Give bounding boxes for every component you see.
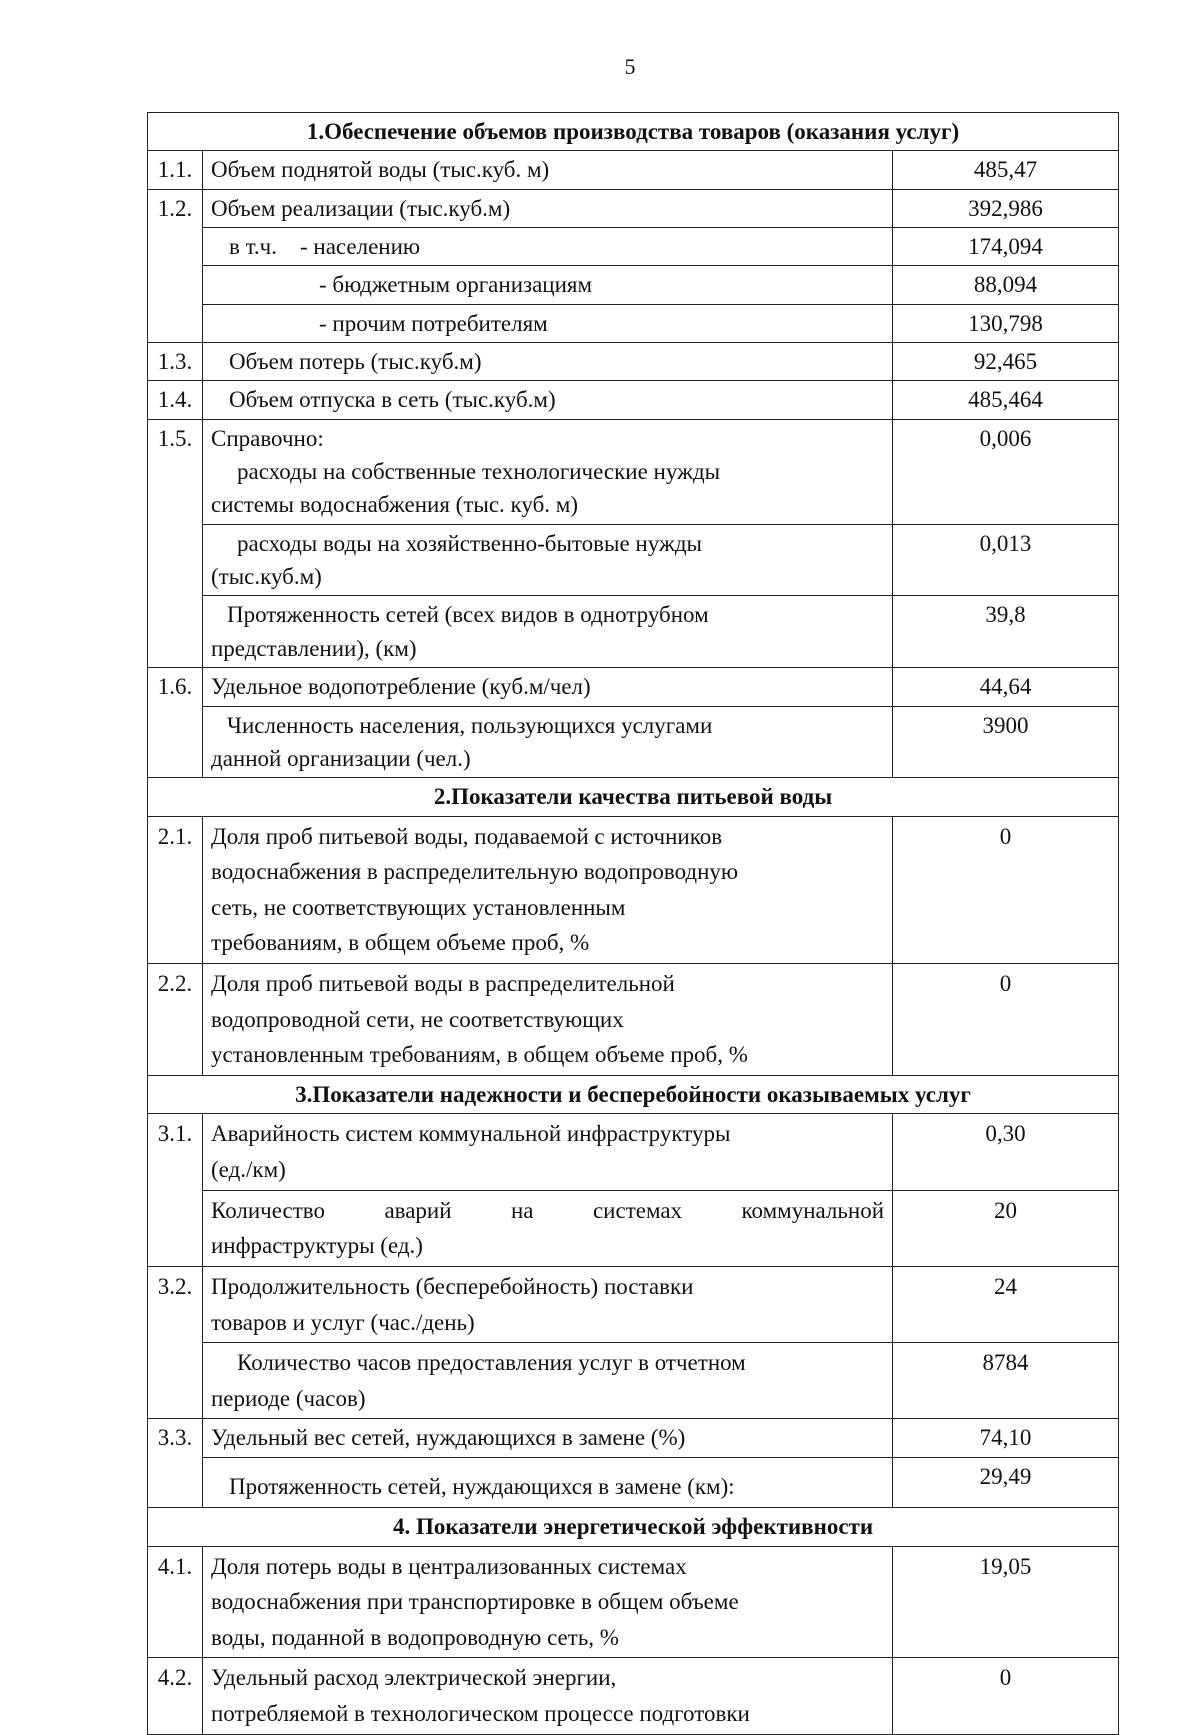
- row-label: в т.ч. - населению: [203, 228, 893, 266]
- row-value: 130,798: [893, 304, 1119, 342]
- label-line: системы водоснабжения (тыс. куб. м): [211, 492, 578, 518]
- row-number: 1.6.: [148, 668, 203, 778]
- row-value: 0,006: [893, 419, 1119, 524]
- label-line: водоснабжения при транспортировке в общем объеме: [211, 1589, 739, 1615]
- row-number: 2.2.: [148, 964, 203, 1076]
- label-line: периоде (часов): [211, 1385, 366, 1411]
- table-row: [148, 266, 1119, 304]
- row-label: - бюджетным организациям: [203, 266, 893, 304]
- section-title: 2.Показатели качества питьевой воды: [148, 778, 1119, 816]
- row-number: 3.3.: [148, 1419, 203, 1508]
- label-line: Доля потерь воды в централизованных системах: [211, 1553, 687, 1579]
- label-line: инфраструктуры (ед.): [211, 1233, 423, 1259]
- table-row: [148, 1419, 1119, 1457]
- row-label: [203, 524, 893, 596]
- table-row: [148, 228, 1119, 266]
- section-header-3: [148, 1076, 1119, 1114]
- row-label: Объем отпуска в сеть (тыс.куб.м): [203, 381, 893, 419]
- row-label: Объем реализации (тыс.куб.м): [203, 189, 893, 227]
- row-value: 24: [893, 1266, 1119, 1342]
- label-line: воды, поданной в водопроводную сеть, %: [211, 1624, 619, 1650]
- row-number: 3.2.: [148, 1266, 203, 1419]
- row-label: [203, 419, 893, 524]
- row-value: 20: [893, 1190, 1119, 1266]
- label-line: данной организации (чел.): [211, 745, 471, 771]
- row-value: 174,094: [893, 228, 1119, 266]
- row-value: 19,05: [893, 1546, 1119, 1658]
- row-number: 4.2.: [148, 1658, 203, 1734]
- row-number: 1.5.: [148, 419, 203, 667]
- label-line: (ед./км): [211, 1157, 286, 1182]
- table-row: [148, 668, 1119, 706]
- row-label: Протяженность сетей, нуждающихся в замене (км):: [203, 1457, 893, 1507]
- row-value: 0,30: [893, 1114, 1119, 1190]
- table-row: [148, 419, 1119, 524]
- section-header-4: [148, 1508, 1119, 1546]
- row-value: 88,094: [893, 266, 1119, 304]
- label-line: Доля проб питьевой воды, подаваемой с источников: [211, 823, 723, 849]
- row-label: [203, 1546, 893, 1658]
- row-value: 39,8: [893, 596, 1119, 668]
- row-label: [203, 596, 893, 668]
- label-line: Справочно:: [211, 425, 324, 451]
- row-number: 4.1.: [148, 1546, 203, 1658]
- label-line: Численность населения, пользующихся услугами: [227, 712, 713, 738]
- section-title: 1.Обеспечение объемов производства товаров (оказания услуг): [148, 113, 1119, 151]
- label-line: Продолжительность (бесперебойность) поставки: [211, 1273, 694, 1299]
- row-value: 92,465: [893, 343, 1119, 381]
- row-value: 29,49: [893, 1457, 1119, 1507]
- row-value: 392,986: [893, 189, 1119, 227]
- table-row: [148, 151, 1119, 189]
- table-row: [148, 1266, 1119, 1342]
- label-line: водоснабжения в распределительную водопроводную: [211, 859, 739, 885]
- table-row: [148, 1546, 1119, 1658]
- row-value: 0: [893, 816, 1119, 964]
- table-row: [148, 816, 1119, 964]
- row-value: 74,10: [893, 1419, 1119, 1457]
- table-row: [148, 304, 1119, 342]
- row-label: [203, 1343, 893, 1419]
- row-number: 1.3.: [148, 343, 203, 381]
- table-row: [148, 189, 1119, 227]
- table-row: [148, 964, 1119, 1076]
- row-number: 3.1.: [148, 1114, 203, 1267]
- label-line: водопроводной сети, не соответствующих: [211, 1006, 624, 1032]
- row-number: 1.1.: [148, 151, 203, 189]
- label-line: Удельный расход электрической энергии,: [211, 1665, 617, 1691]
- table-row: [148, 524, 1119, 596]
- row-number: 2.1.: [148, 816, 203, 964]
- row-value: 0: [893, 1658, 1119, 1734]
- row-label: [203, 1190, 893, 1266]
- label-line: Количество аварий на системах коммунальной: [211, 1197, 884, 1223]
- table-row: [148, 596, 1119, 668]
- row-label: Удельное водопотребление (куб.м/чел): [203, 668, 893, 706]
- row-value: 485,47: [893, 151, 1119, 189]
- table-row: [148, 1190, 1119, 1266]
- section-header-2: [148, 778, 1119, 816]
- label-line: Доля проб питьевой воды в распределительной: [211, 971, 675, 997]
- section-title: 3.Показатели надежности и бесперебойности оказываемых услуг: [148, 1076, 1119, 1114]
- row-number: 1.4.: [148, 381, 203, 419]
- page-number: 5: [624, 54, 636, 79]
- label-line: Количество часов предоставления услуг в отчетном: [237, 1350, 746, 1376]
- row-label: [203, 816, 893, 964]
- label-line: требованиям, в общем объеме проб, %: [211, 930, 590, 956]
- row-value: 8784: [893, 1343, 1119, 1419]
- label-line: потребляемой в технологическом процессе подготовки: [211, 1701, 750, 1727]
- table-row: [148, 381, 1119, 419]
- row-number: 1.2.: [148, 189, 203, 342]
- row-label: [203, 1266, 893, 1342]
- label-line: представлении), (км): [211, 635, 417, 661]
- label-line: (тыс.куб.м): [211, 564, 322, 590]
- label-line: сеть, не соответствующих установленным: [211, 894, 626, 920]
- table-row: [148, 1343, 1119, 1419]
- row-label: Удельный вес сетей, нуждающихся в замене (%): [203, 1419, 893, 1457]
- row-value: 485,464: [893, 381, 1119, 419]
- section-header-1: [148, 113, 1119, 151]
- row-value: 0: [893, 964, 1119, 1076]
- row-value: 3900: [893, 706, 1119, 778]
- table-row: [148, 343, 1119, 381]
- row-label: Объем поднятой воды (тыс.куб. м): [203, 151, 893, 189]
- row-value: 44,64: [893, 668, 1119, 706]
- row-value: 0,013: [893, 524, 1119, 596]
- row-label: [203, 964, 893, 1076]
- row-label: - прочим потребителям: [203, 304, 893, 342]
- row-label: [203, 706, 893, 778]
- indicators-table: [147, 112, 1119, 1735]
- table-row: [148, 706, 1119, 778]
- label-line: расходы на собственные технологические нужды: [237, 459, 721, 485]
- row-label: Объем потерь (тыс.куб.м): [203, 343, 893, 381]
- label-line: товаров и услуг (час./день): [211, 1309, 475, 1335]
- table-row: [148, 1658, 1119, 1734]
- label-line: расходы воды на хозяйственно-бытовые нужды: [237, 530, 702, 556]
- table-row: [148, 1114, 1119, 1190]
- label-line: Протяженность сетей (всех видов в однотрубном: [227, 602, 709, 628]
- row-label: [203, 1114, 893, 1190]
- table-row: [148, 1457, 1119, 1507]
- label-line: установленным требованиям, в общем объеме проб, %: [211, 1042, 748, 1068]
- label-line: Аварийность систем коммунальной инфраструктуры: [211, 1121, 731, 1147]
- row-label: [203, 1658, 893, 1734]
- section-title: 4. Показатели энергетической эффективности: [148, 1508, 1119, 1546]
